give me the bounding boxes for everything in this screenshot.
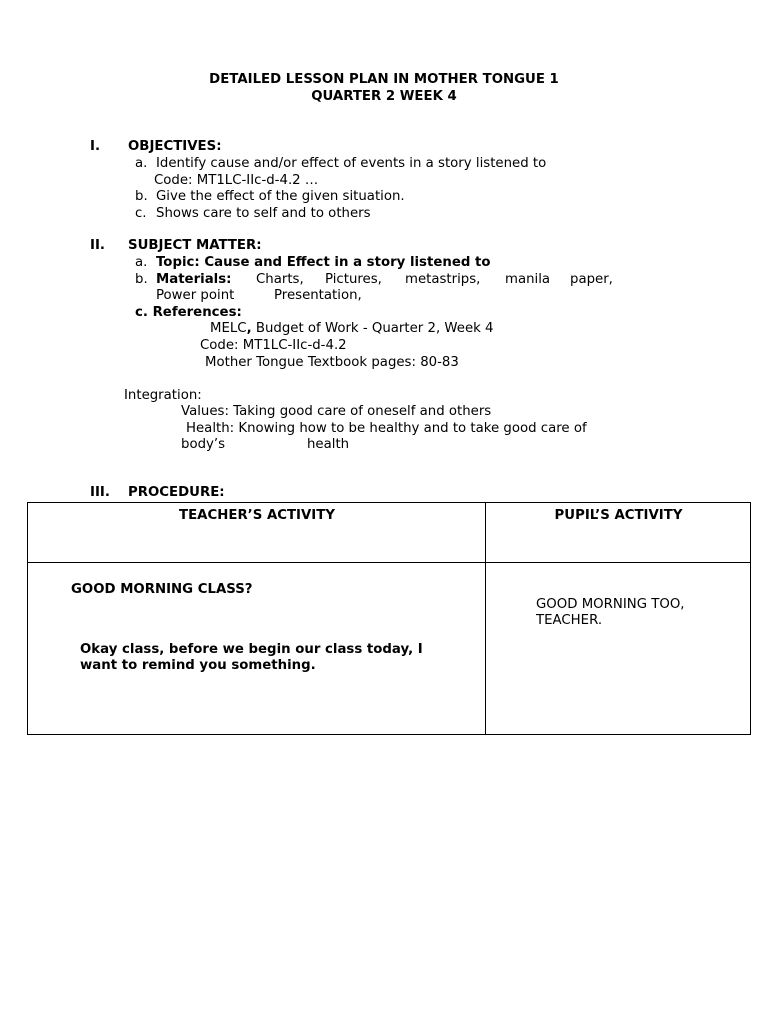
materials-label: Materials: xyxy=(156,272,232,287)
objectives-numeral: I. xyxy=(90,139,100,154)
reference-code: Code: MT1LC-IIc-d-4.2 xyxy=(200,338,347,353)
objective-a-letter: a. xyxy=(135,156,148,171)
reference-textbook: Mother Tongue Textbook pages: 80-83 xyxy=(205,355,459,370)
objective-b-letter: b. xyxy=(135,189,148,204)
materials-powerpoint: Power point xyxy=(156,288,235,303)
objectives-heading: OBJECTIVES: xyxy=(128,139,222,154)
integration-label: Integration: xyxy=(124,388,202,403)
subject-numeral: II. xyxy=(90,238,105,253)
pupil-reply-line1: GOOD MORNING TOO, xyxy=(536,597,685,612)
materials-word-paper: paper, xyxy=(570,272,613,287)
reference-melc-comma: , xyxy=(246,321,252,336)
materials-word-metastrips: metastrips, xyxy=(405,272,481,287)
reference-melc: MELC xyxy=(210,321,247,336)
topic-text: Topic: Cause and Effect in a story listened to xyxy=(156,255,491,270)
objective-c-letter: c. xyxy=(135,206,147,221)
materials-letter: b. xyxy=(135,272,148,287)
table-header-row xyxy=(28,503,751,563)
pupil-activity-cell xyxy=(486,563,751,735)
materials-word-charts: Charts, xyxy=(256,272,304,287)
teacher-remind-line1: Okay class, before we begin our class today, I xyxy=(80,642,423,657)
objective-code: Code: MT1LC-IIc-d-4.2 … xyxy=(154,173,319,188)
objective-a-text: Identify cause and/or effect of events in a story listened to xyxy=(156,156,547,171)
procedure-numeral: III. xyxy=(90,485,110,500)
teacher-activity-cell xyxy=(28,563,486,735)
integration-health-body: body’s xyxy=(181,437,226,452)
integration-values: Values: Taking good care of oneself and others xyxy=(181,404,492,419)
objective-b-text: Give the effect of the given situation. xyxy=(156,189,405,204)
procedure-table xyxy=(27,502,751,735)
materials-word-pictures: Pictures, xyxy=(325,272,382,287)
topic-letter: a. xyxy=(135,255,148,270)
teacher-header-cell xyxy=(28,503,486,563)
teacher-activity-header: TEACHER’S ACTIVITY xyxy=(179,508,335,523)
integration-health-word: health xyxy=(307,437,350,452)
pupil-activity-header: PUPIL’S ACTIVITY xyxy=(554,508,683,523)
materials-word-manila: manila xyxy=(505,272,551,287)
subject-heading: SUBJECT MATTER: xyxy=(128,238,262,253)
pupil-reply-line2: TEACHER. xyxy=(536,613,603,628)
teacher-remind-line2: want to remind you something. xyxy=(80,658,316,673)
page-subtitle: QUARTER 2 WEEK 4 xyxy=(311,89,457,104)
references-label: c. References: xyxy=(135,305,242,320)
teacher-greeting: GOOD MORNING CLASS? xyxy=(71,582,253,597)
objective-c-text: Shows care to self and to others xyxy=(156,206,371,221)
page-title: DETAILED LESSON PLAN IN MOTHER TONGUE 1 xyxy=(209,72,559,87)
materials-presentation: Presentation, xyxy=(274,288,362,303)
reference-budget xyxy=(210,320,494,337)
table-row xyxy=(28,563,751,735)
integration-health: Health: Knowing how to be healthy and to take good care of xyxy=(186,421,587,436)
reference-budget-text: Budget of Work - Quarter 2, Week 4 xyxy=(251,321,494,336)
pupil-header-cell xyxy=(486,503,751,563)
procedure-heading: PROCEDURE: xyxy=(128,485,225,500)
